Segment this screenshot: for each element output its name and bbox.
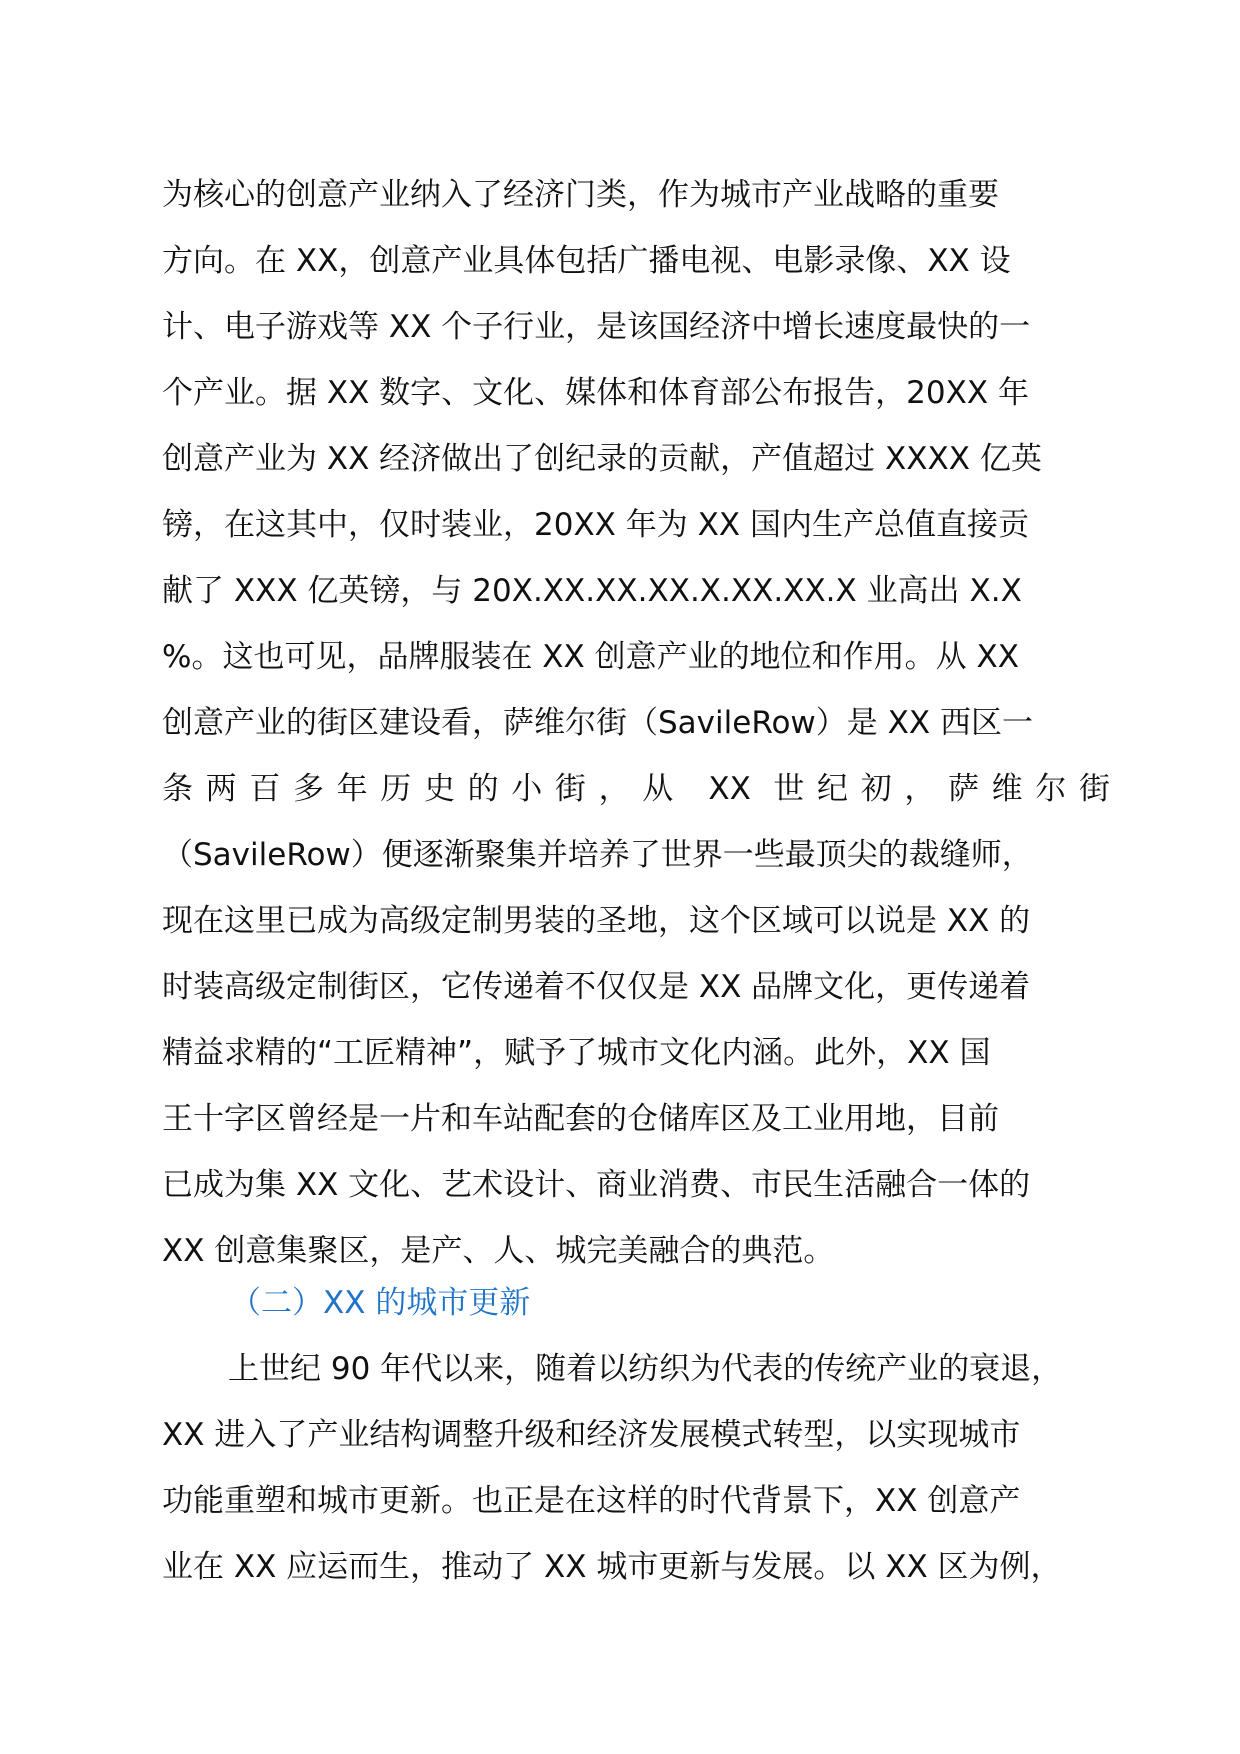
paragraph-line: 创意产业为 XX 经济做出了创纪录的贡献，产值超过 XXXX 亿英	[162, 441, 1042, 477]
paragraph-line: XX 创意集聚区，是产、人、城完美融合的典范。	[162, 1233, 835, 1269]
paragraph-line: 条两百多年历史的小街，从 XX 世纪初，萨维尔街	[162, 771, 1110, 807]
paragraph-line: 个产业。据 XX 数字、文化、媒体和体育部公布报告，20XX 年	[162, 375, 1029, 411]
paragraph-line: XX 进入了产业结构调整升级和经济发展模式转型，以实现城市	[162, 1417, 1021, 1453]
paragraph-line: 现在这里已成为高级定制男装的圣地，这个区域可以说是 XX 的	[162, 903, 1031, 939]
paragraph-line: 方向。在 XX，创意产业具体包括广播电视、电影录像、XX 设	[162, 243, 1011, 279]
paragraph-line: 献了 XXX 亿英镑，与 20X.XX.XX.XX.X.XX.XX.X 业高出 X.X	[162, 573, 1022, 609]
paragraph-line: 王十字区曾经是一片和车站配套的仓储库区及工业用地，目前	[162, 1101, 999, 1137]
paragraph-line: 时装高级定制街区，它传递着不仅仅是 XX 品牌文化，更传递着	[162, 969, 1031, 1005]
section-heading-urban-renewal: （二）XX 的城市更新	[230, 1285, 531, 1321]
paragraph-line: 创意产业的街区建设看，萨维尔街（SavileRow）是 XX 西区一	[162, 705, 1033, 741]
body-paragraph-urban-renewal	[162, 1336, 1122, 1600]
paragraph-line: 已成为集 XX 文化、艺术设计、商业消费、市民生活融合一体的	[162, 1167, 1031, 1203]
paragraph-line: %。这也可见，品牌服装在 XX 创意产业的地位和作用。从 XX	[162, 639, 1019, 675]
body-paragraph-creative-industry	[162, 162, 1122, 1284]
paragraph-line: （SavileRow）便逐渐聚集并培养了世界一些最顶尖的裁缝师，	[162, 837, 1033, 873]
paragraph-line: 镑，在这其中，仅时装业，20XX 年为 XX 国内生产总值直接贡	[162, 507, 1029, 543]
paragraph-line: 上世纪 90 年代以来，随着以纺织为代表的传统产业的衰退，	[228, 1351, 1063, 1387]
paragraph-line: 为核心的创意产业纳入了经济门类，作为城市产业战略的重要	[162, 177, 999, 213]
paragraph-line: 精益求精的“工匠精神”，赋予了城市文化内涵。此外，XX 国	[162, 1035, 991, 1071]
paragraph-line: 计、电子游戏等 XX 个子行业，是该国经济中增长速度最快的一	[162, 309, 1031, 345]
paragraph-line: 功能重塑和城市更新。也正是在这样的时代背景下，XX 创意产	[162, 1483, 1021, 1519]
paragraph-line: 业在 XX 应运而生，推动了 XX 城市更新与发展。以 XX 区为例，	[162, 1549, 1062, 1585]
